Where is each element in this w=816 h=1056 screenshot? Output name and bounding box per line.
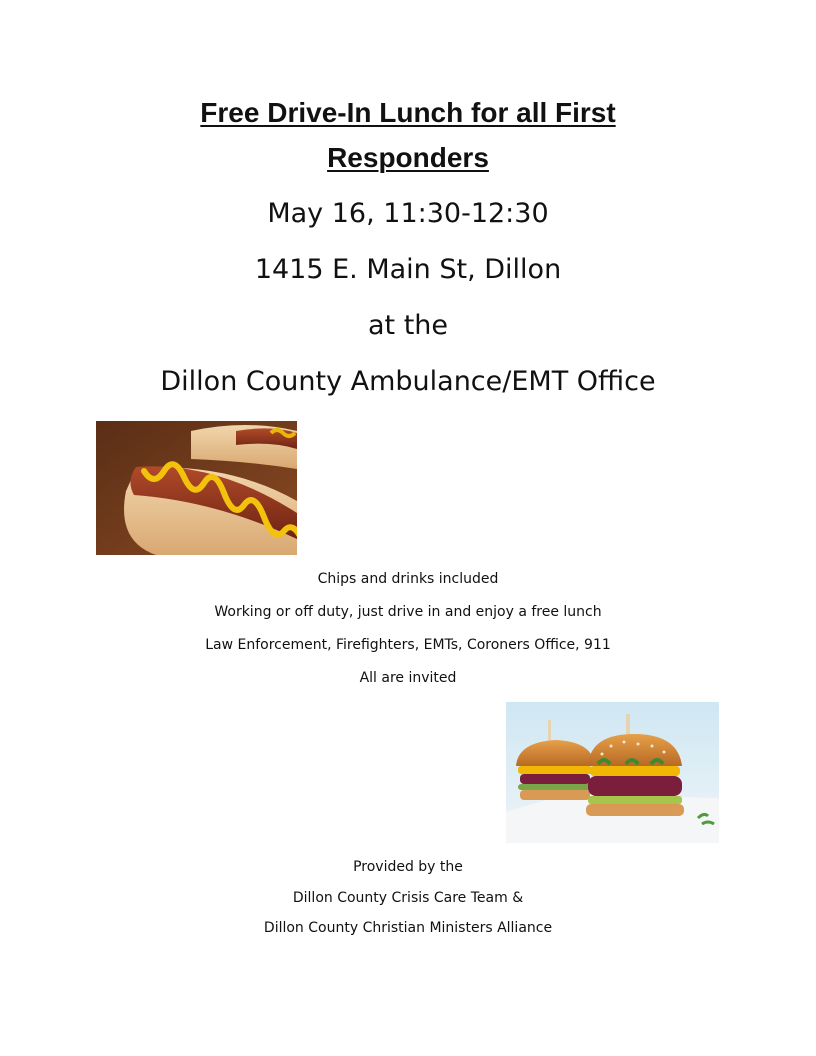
- flyer-title-line-2: Responders: [327, 142, 489, 173]
- provided-by-line-3: Dillon County Christian Ministers Alliance: [263, 920, 553, 936]
- event-date-time: May 16, 11:30-12:30: [267, 198, 549, 229]
- provided-by-line-2: Dillon County Crisis Care Team &: [292, 890, 524, 906]
- flyer-title-line-1: Free Drive-In Lunch for all First: [200, 97, 616, 128]
- event-venue: Dillon County Ambulance/EMT Office: [160, 366, 656, 397]
- event-address: 1415 E. Main St, Dillon: [254, 254, 562, 285]
- provided-by-line-1: Provided by the: [353, 859, 463, 875]
- burger-photo: [506, 702, 719, 843]
- hotdog-photo: [96, 421, 297, 555]
- detail-line-2: Working or off duty, just drive in and enjoy a free lunch: [214, 604, 602, 620]
- detail-line-3: Law Enforcement, Firefighters, EMTs, Coroners Office, 911: [205, 637, 611, 653]
- event-at-the: at the: [367, 310, 449, 341]
- detail-line-1: Chips and drinks included: [317, 571, 499, 587]
- detail-line-4: All are invited: [359, 670, 457, 686]
